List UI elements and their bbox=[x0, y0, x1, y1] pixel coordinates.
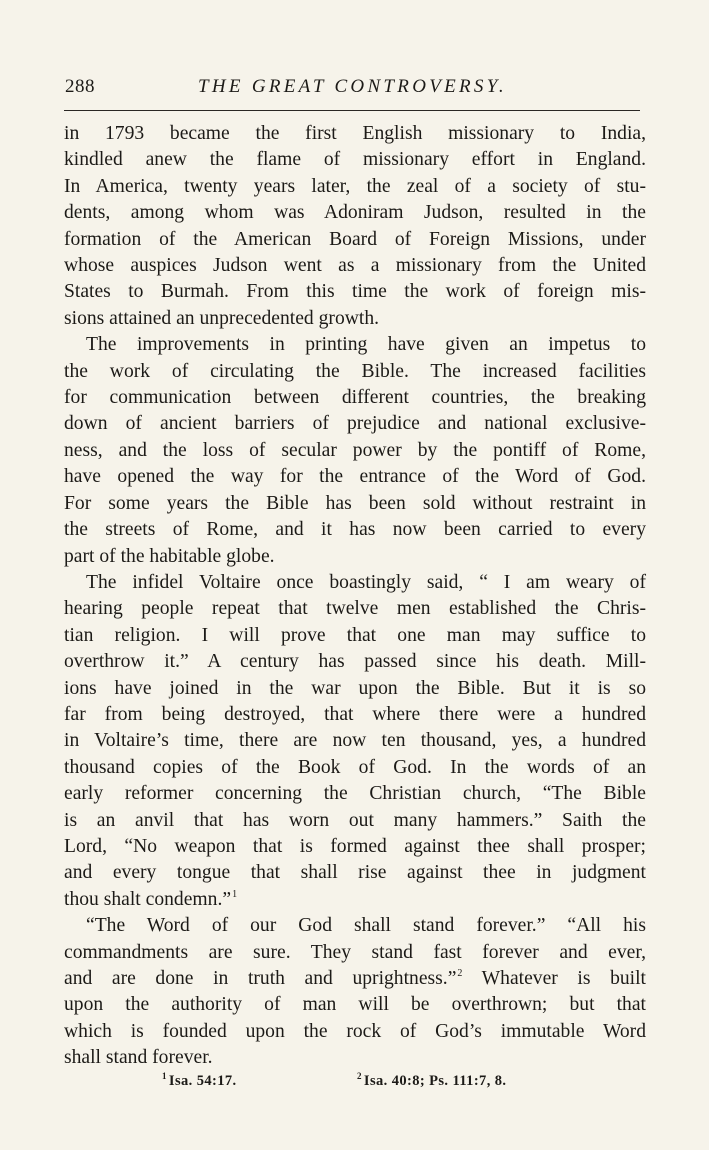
text-line: down of ancient barriers of prejudice and national exclusive- bbox=[64, 413, 646, 435]
text-line: the streets of Rome, and it has now been carried to every bbox=[64, 519, 646, 541]
text-line: kindled anew the flame of missionary effort in England. bbox=[64, 149, 646, 171]
running-title: THE GREAT CONTROVERSY. bbox=[198, 76, 507, 97]
body-text bbox=[64, 121, 646, 1072]
paragraph bbox=[64, 332, 646, 570]
header-rule bbox=[64, 110, 640, 111]
text-line: in 1793 became the first English missionary to India, bbox=[64, 123, 646, 144]
paragraph bbox=[64, 913, 646, 1071]
text-fragment: Whatever is built bbox=[462, 968, 647, 989]
text-line: for communication between different countries, the breaking bbox=[64, 387, 646, 409]
footnote-ref: 1 bbox=[232, 888, 238, 900]
page-number: 288 bbox=[65, 76, 95, 97]
text-line: have opened the way for the entrance of the Word of God. bbox=[64, 466, 646, 488]
text-line: In America, twenty years later, the zeal of a society of stu- bbox=[64, 175, 646, 197]
text-fragment: thou shalt condemn.” bbox=[64, 888, 232, 910]
text-line: dents, among whom was Adoniram Judson, resulted in the bbox=[64, 202, 646, 224]
text-line: thousand copies of the Book of God. In the words of an bbox=[64, 756, 646, 778]
text-line: hearing people repeat that twelve men established the Chris- bbox=[64, 598, 646, 620]
text-line: shall stand forever. bbox=[64, 1047, 213, 1069]
text-line: commandments are sure. They stand fast forever and ever, bbox=[64, 941, 646, 963]
text-line: States to Burmah. From this time the work of foreign mis- bbox=[64, 281, 646, 303]
text-line: far from being destroyed, that where there were a hundred bbox=[64, 703, 646, 725]
text-line: sions attained an unprecedented growth. bbox=[64, 307, 380, 329]
text-line: “The Word of our God shall stand forever.” “All his bbox=[86, 915, 646, 937]
text-line: early reformer concerning the Christian church, “The Bible bbox=[64, 783, 646, 805]
paragraph bbox=[64, 121, 646, 332]
footnote-ref: 2 bbox=[457, 968, 463, 979]
text-line: in Voltaire’s time, there are now ten thousand, yes, a hundred bbox=[64, 730, 646, 752]
text-line: whose auspices Judson went as a missionary from the United bbox=[64, 255, 646, 277]
text-fragment: and are done in truth and uprightness.” bbox=[64, 968, 457, 989]
text-line: which is founded upon the rock of God’s immutable Word bbox=[64, 1020, 646, 1042]
text-line-with-ref bbox=[64, 966, 646, 992]
footnote-mark: 1 bbox=[162, 1071, 167, 1081]
text-line: formation of the American Board of Foreign Missions, under bbox=[64, 228, 646, 250]
text-line: and every tongue that shall rise against thee in judgment bbox=[64, 862, 646, 884]
paragraph bbox=[64, 570, 646, 913]
footnote-text: Isa. 40:8; Ps. 111:7, 8. bbox=[363, 1073, 507, 1089]
text-line: tian religion. I will prove that one man may suffice to bbox=[64, 624, 646, 646]
running-header bbox=[65, 76, 640, 106]
footnote-mark: 2 bbox=[357, 1071, 362, 1081]
footnote bbox=[357, 1073, 506, 1090]
text-line: The infidel Voltaire once boastingly said, “ I am weary of bbox=[86, 571, 646, 593]
footnote-text: Isa. 54:17. bbox=[168, 1073, 237, 1089]
text-line: Lord, “No weapon that is formed against thee shall prosper; bbox=[64, 835, 646, 857]
text-line: ness, and the loss of secular power by the pontiff of Rome, bbox=[64, 439, 646, 461]
text-line: For some years the Bible has been sold without restraint in bbox=[64, 492, 646, 514]
text-line: upon the authority of man will be overthrown; but that bbox=[64, 994, 646, 1016]
text-line: ions have joined in the war upon the Bible. But it is so bbox=[64, 677, 646, 699]
footnote bbox=[162, 1073, 237, 1090]
footnotes bbox=[162, 1073, 582, 1095]
text-line-with-ref bbox=[64, 887, 646, 913]
text-line: The improvements in printing have given an impetus to bbox=[86, 334, 646, 356]
text-line: is an anvil that has worn out many hammers.” Saith the bbox=[64, 809, 646, 831]
text-line: overthrow it.” A century has passed since his death. Mill- bbox=[64, 651, 646, 673]
text-line: part of the habitable globe. bbox=[64, 545, 275, 567]
text-line: the work of circulating the Bible. The increased facilities bbox=[64, 360, 646, 382]
